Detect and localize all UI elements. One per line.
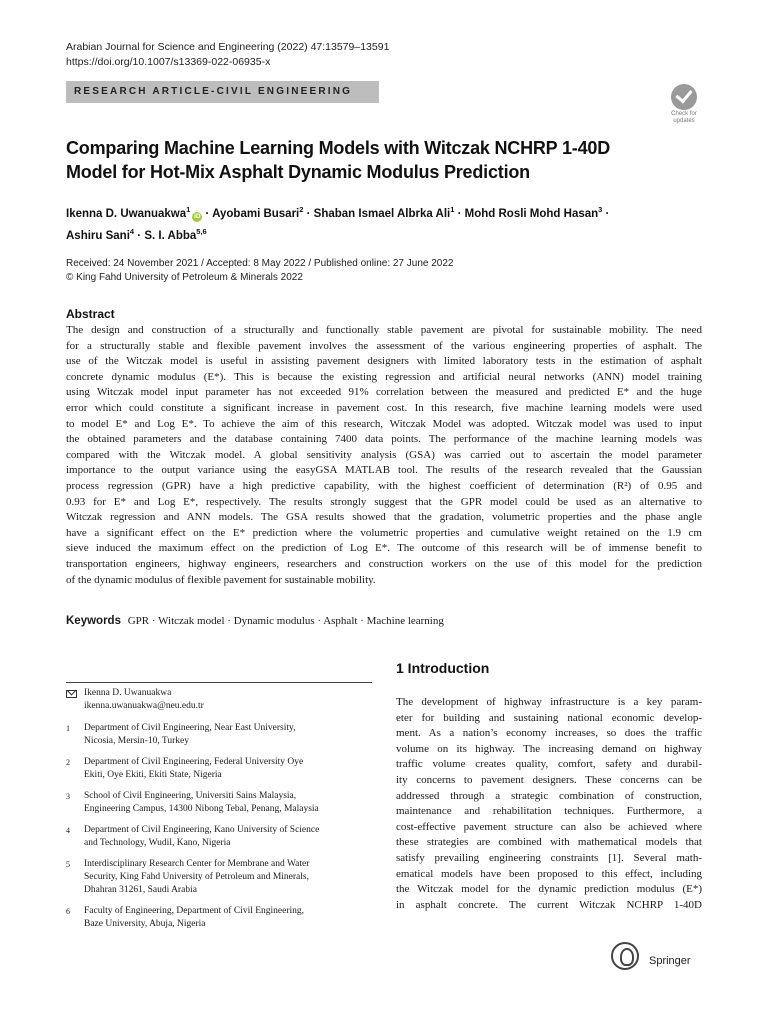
envelope-icon <box>66 690 77 698</box>
abstract-line: sieve induced the maximum effect on the prediction of Log E*. The outcome of this research will be of immense benefit to <box>66 542 702 555</box>
date-history: Received: 24 November 2021 / Accepted: 8 May 2022 / Published online: 27 June 2022 <box>66 258 454 269</box>
intro-line: The development of highway infrastructure is a key param- <box>396 696 702 708</box>
intro-line: in asphalt concrete. The current Witczak NCHRP 1-40D <box>396 898 702 911</box>
affiliation-5 <box>66 858 376 897</box>
affiliation-number: 4 <box>66 826 70 835</box>
author-affiliation: 5,6 <box>196 226 207 236</box>
abstract-line: The design and construction of a structurally and functionally stable pavement are pivotal for sustainable mobility. The need <box>66 324 702 336</box>
affiliation-2 <box>66 756 376 782</box>
check-updates-label-2: updates <box>673 118 695 124</box>
affiliation-number: 6 <box>66 907 70 916</box>
intro-line: traffic volume creates quality, comfort, safety and durabil- <box>396 758 702 771</box>
check-for-updates-button[interactable] <box>664 84 704 124</box>
author-list <box>66 201 706 245</box>
author-name: Ikenna D. Uwanuakwa <box>66 207 187 220</box>
correspondence <box>66 687 376 713</box>
affiliation-line: Ekiti, Oye Ekiti, Ekiti State, Nigeria <box>84 770 222 780</box>
affiliation-6 <box>66 905 376 931</box>
footnotes <box>66 687 376 931</box>
copyright: © King Fahd University of Petroleum & Minerals 2022 <box>66 272 303 283</box>
intro-line: ity concerns to pavement designers. These concerns can be <box>396 773 702 786</box>
affiliation-line: Faculty of Engineering, Department of Civil Engineering, <box>84 906 305 916</box>
abstract-line: the obtained parameters and the database containing 7400 data points. The performance of the machine learning models was <box>66 433 702 446</box>
corresponding-email[interactable]: ikenna.uwanuakwa@neu.edu.tr <box>84 701 204 711</box>
intro-line-with-citation: satisfy prevailing engineering constraints [1]. Several math- <box>396 851 702 864</box>
abstract-line: transportation engineers, highway engineers, researchers and construction workers on the use of this model for the prediction <box>66 557 702 570</box>
article-type-banner: RESEARCH ARTICLE-CIVIL ENGINEERING <box>66 81 379 103</box>
publisher-name: Springer <box>649 955 691 967</box>
publication-dates <box>66 257 453 285</box>
footnote-divider <box>66 682 372 683</box>
abstract-line: for a structurally stable and flexible pavement involves the assessment of the various engineering properties of asphalt. The <box>66 339 702 352</box>
affiliation-1 <box>66 722 376 748</box>
abstract-line: 0.93 for E* and Log E*, respectively. The results strongly suggest that the GPR model could be used as an alternative to <box>66 495 702 508</box>
intro-line: these strategies are combined with mathematical models that <box>396 836 702 849</box>
affiliation-line: Department of Civil Engineering, Federal University Oye <box>84 757 304 767</box>
author-line-1: Ikenna D. Uwanuakwa$^1$iD · Ayobami Busari$^2$ · Shaban Ismael Albrka Ali$^1$ · Mohd Rosli Mohd Hasan$^3$ · <box>66 205 610 220</box>
author-line-2: Ashiru Sani$^4$ · S. I. Abba$^{5,6}$ <box>66 226 207 242</box>
intro-line: ment. As a nation’s economy increases, so does the traffic <box>396 727 702 740</box>
check-updates-label-1: Check for <box>671 111 697 117</box>
abstract-line: Witczak regression and ANN models. The GSA results showed that the gradation, volumetric properties and the phase angle <box>66 511 702 524</box>
affiliation-line: Baze University, Abuja, Nigeria <box>84 919 206 929</box>
abstract-line: compared with the Witczak model. A global sensitivity analysis (GSA) was carried out to ascertain the model parameter <box>66 448 702 461</box>
orcid-icon[interactable]: iD <box>194 212 201 220</box>
introduction-heading: 1 Introduction <box>396 660 490 676</box>
affiliation-4 <box>66 824 376 850</box>
doi-link[interactable]: https://doi.org/10.1007/s13369-022-06935-x <box>66 56 271 68</box>
abstract-line: have a significant effect on the E* prediction where the volumetric properties and cumulative weight retained on the 1.9 cm <box>66 526 702 539</box>
affiliation-line: Engineering Campus, 14300 Nibong Tebal, Penang, Malaysia <box>84 804 319 814</box>
author-name: Ashiru Sani <box>66 229 130 242</box>
author-name: Shaban Ismael Albrka Ali <box>313 207 451 220</box>
author-name: Ayobami Busari <box>212 207 300 220</box>
intro-line: volume on its highway. The increasing demand on highway <box>396 742 702 755</box>
intro-line: ematical models have been proposed to this effect, including <box>396 867 702 880</box>
abstract-line: using Witczak model input parameter has not exceeded 91% correlation between the measured and predicted E* and the huge <box>66 386 702 399</box>
affiliation-number: 2 <box>66 758 70 767</box>
title-line-1: Comparing Machine Learning Models with Witczak NCHRP 1-40D <box>66 138 610 158</box>
affiliation-3 <box>66 790 376 816</box>
author-name: S. I. Abba <box>144 229 197 242</box>
keywords-label: Keywords <box>66 615 121 627</box>
abstract-body <box>66 323 702 588</box>
author-affiliation: 1 <box>186 205 191 214</box>
affiliation-number: 1 <box>66 724 70 733</box>
abstract-line: to model E* and Log E*. To achieve the aim of this research, Witczak Model was adopted. Witczak model was used to input <box>66 417 702 430</box>
abstract-heading: Abstract <box>66 307 115 321</box>
affiliation-line: Security, King Fahd University of Petroleum and Minerals, <box>84 872 309 882</box>
affiliation-line: Dhahran 31261, Saudi Arabia <box>84 885 197 895</box>
affiliation-line: School of Civil Engineering, Universiti Sains Malaysia, <box>84 791 297 801</box>
intro-line: maintenance and rehabilitation techniques. Furthermore, a <box>396 805 702 818</box>
author-affiliation: 2 <box>299 205 304 214</box>
introduction-body <box>396 695 702 913</box>
intro-line: the Witczak model for the dynamic prediction modulus (E*) <box>396 883 702 896</box>
affiliation-line: Department of Civil Engineering, Near East University, <box>84 723 296 733</box>
author-affiliation: 3 <box>598 205 603 214</box>
abstract-line: of the dynamic modulus of flexible pavement for sustainable mobility. <box>66 573 376 586</box>
journal-header <box>66 40 389 70</box>
springer-horse-icon <box>611 942 639 970</box>
title-line-2: Model for Hot-Mix Asphalt Dynamic Modulus Prediction <box>66 162 530 182</box>
author-affiliation: 1 <box>450 205 455 214</box>
check-updates-icon <box>671 84 697 110</box>
abstract-line: error which could constitute a significant increase in pavement cost. In this research, five machine learning models were used <box>66 401 702 414</box>
intro-line: addressed through a strategic combination of construction, <box>396 789 702 802</box>
intro-line: cost-effective pavement structure can also be achieved where <box>396 820 702 833</box>
author-name: Mohd Rosli Mohd Hasan <box>464 207 599 220</box>
author-affiliation: 4 <box>129 226 135 236</box>
affiliation-line: Interdisciplinary Research Center for Membrane and Water <box>84 859 310 869</box>
affiliation-line: and Technology, Wudil, Kano, Nigeria <box>84 838 231 848</box>
abstract-line: concrete dynamic modulus (E*). This is because the existing regression and artificial neural networks (ANN) model training <box>66 370 702 383</box>
keywords <box>66 615 444 627</box>
affiliation-line: Nicosia, Mersin-10, Turkey <box>84 736 190 746</box>
affiliation-number: 3 <box>66 792 70 801</box>
keywords-text: GPR · Witczak model · Dynamic modulus · Asphalt · Machine learning <box>127 615 444 627</box>
affiliation-line: Department of Civil Engineering, Kano University of Science <box>84 825 320 835</box>
paper-title <box>66 136 686 184</box>
intro-line: eter for building and sustaining national economic develop- <box>396 711 702 724</box>
corresponding-author: Ikenna D. Uwanuakwa <box>84 688 172 698</box>
journal-citation: Arabian Journal for Science and Engineering (2022) 47:13579–13591 <box>66 41 390 53</box>
abstract-line: use of the Witczak model is useful in assisting pavement designers with limited laboratory tests in the estimation of asphalt <box>66 355 702 368</box>
abstract-line: importance to the output variance using the easyGSA MATLAB tool. The results of the research revealed that the Gaussian <box>66 464 702 477</box>
abstract-line: process regression (GPR) have a high predictive capability, with the highest coefficient of determination (R²) of 0.95 and <box>66 479 702 492</box>
affiliation-number: 5 <box>66 860 70 869</box>
